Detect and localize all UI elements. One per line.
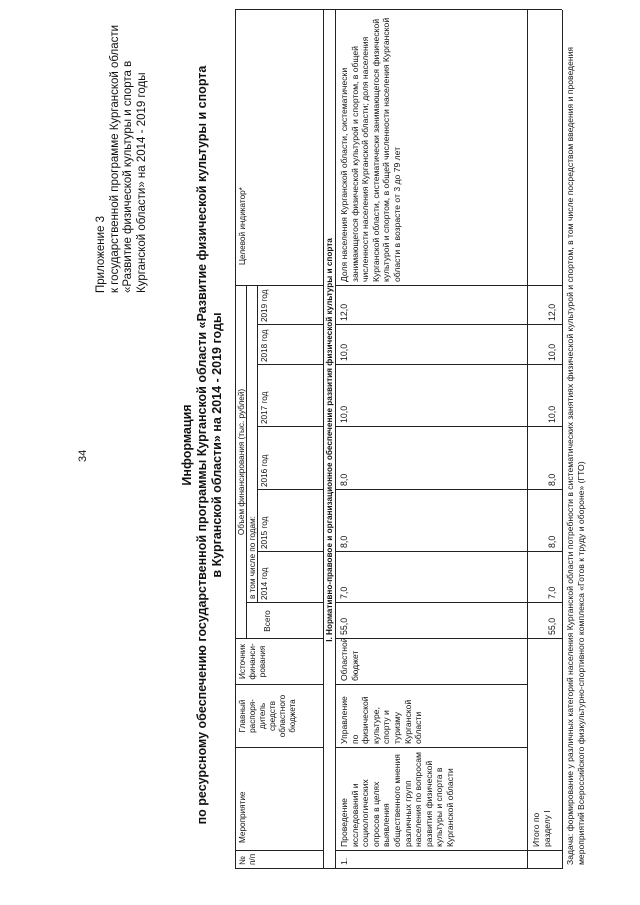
header-total: Всего bbox=[263, 610, 272, 632]
appendix-line-3: «Развитие физической культуры и спорта в bbox=[122, 60, 134, 293]
row1-indicator: Доля населения Курганской области, систематически занимающегося физической культурой и спортом, в общей численности населения Курганской области; доля населения Курганской области, систематически занимающегося физической культурой и спортом, в общей численности населения Курганской области в возрасте от 3 до 79 лет bbox=[339, 17, 402, 282]
header-by-years: в том числе по годам: bbox=[248, 516, 257, 599]
header-year-2017: 2017 год bbox=[260, 391, 269, 424]
row1-num: 1. bbox=[339, 857, 349, 865]
header-year-2019: 2019 год bbox=[260, 289, 269, 322]
title-line-2: по ресурсному обеспечению государственной программы Курганской области «Развитие физической культуры и спорта bbox=[195, 65, 209, 825]
subtotal-2017: 10,0 bbox=[547, 405, 557, 423]
section-title: I. Нормативно-правовое и организационное обеспечение развития физической культуры и спорта bbox=[325, 238, 334, 642]
subtotal-2014: 7,0 bbox=[547, 586, 557, 599]
document-title bbox=[180, 25, 225, 865]
header-year-2014: 2014 год bbox=[260, 567, 269, 600]
header-indicator: Целевой индикатор* bbox=[238, 187, 247, 265]
title-line-1: Информация bbox=[180, 404, 194, 486]
appendix-line-1: Приложение 3 bbox=[95, 215, 107, 293]
row1-2019: 12,0 bbox=[339, 303, 349, 321]
appendix-line-2: к государственной программе Курганской области bbox=[108, 24, 121, 293]
appendix-caption bbox=[95, 3, 149, 293]
header-manager: Главный распоря- дитель средств областного бюджета bbox=[238, 694, 297, 738]
row1-2017: 10,0 bbox=[339, 405, 349, 423]
appendix-line-4: Курганской области» на 2014 - 2019 годы bbox=[135, 72, 148, 293]
task-text: Задача: формирование у различных категорий населения Курганской области потребности в систематических занятиях физической культурой и спортом, в том числе посредством введения и проведения мероприятий Всероссийского физкультурно-спортивного комплекса «Готов к труду и обороне» (ГТО) bbox=[565, 46, 586, 865]
row1-manager: Управление по физической культуре, спорту и туризму Курганской области bbox=[339, 696, 424, 744]
title-line-3: в Курганской области» на 2014 - 2019 годы bbox=[210, 312, 224, 578]
header-num: № п/п bbox=[238, 853, 257, 865]
subtotal-2018: 10,0 bbox=[547, 343, 557, 361]
row1-source: Областной бюджет bbox=[339, 637, 360, 681]
header-year-2016: 2016 год bbox=[260, 454, 269, 487]
subtotal-2019: 12,0 bbox=[547, 303, 557, 321]
header-event: Мероприятие bbox=[238, 791, 247, 843]
row1-2014: 7,0 bbox=[339, 586, 349, 599]
row1-2015: 8,0 bbox=[339, 535, 349, 548]
subtotal-total: 55,0 bbox=[547, 617, 557, 635]
page-number: 34 bbox=[77, 449, 89, 462]
header-volume: Объем финансирования (тыс. рублей) bbox=[237, 388, 246, 536]
header-year-2018: 2018 год bbox=[260, 329, 269, 362]
subtotal-label: Итого по разделу I bbox=[531, 810, 552, 847]
row1-total: 55,0 bbox=[339, 617, 349, 635]
subtotal-2015: 8,0 bbox=[547, 535, 557, 548]
row1-2018: 10,0 bbox=[339, 343, 349, 361]
header-year-2015: 2015 год bbox=[260, 516, 269, 549]
header-source: Источник финанси- рования bbox=[238, 643, 267, 680]
row1-event: Проведение исследований и социологических опросов в целях выявления общественного мнения различных групп населения по вопросам развития физической культуры и спорта в Курганской области bbox=[339, 752, 455, 847]
row1-2016: 8,0 bbox=[339, 473, 349, 486]
subtotal-2016: 8,0 bbox=[547, 473, 557, 486]
